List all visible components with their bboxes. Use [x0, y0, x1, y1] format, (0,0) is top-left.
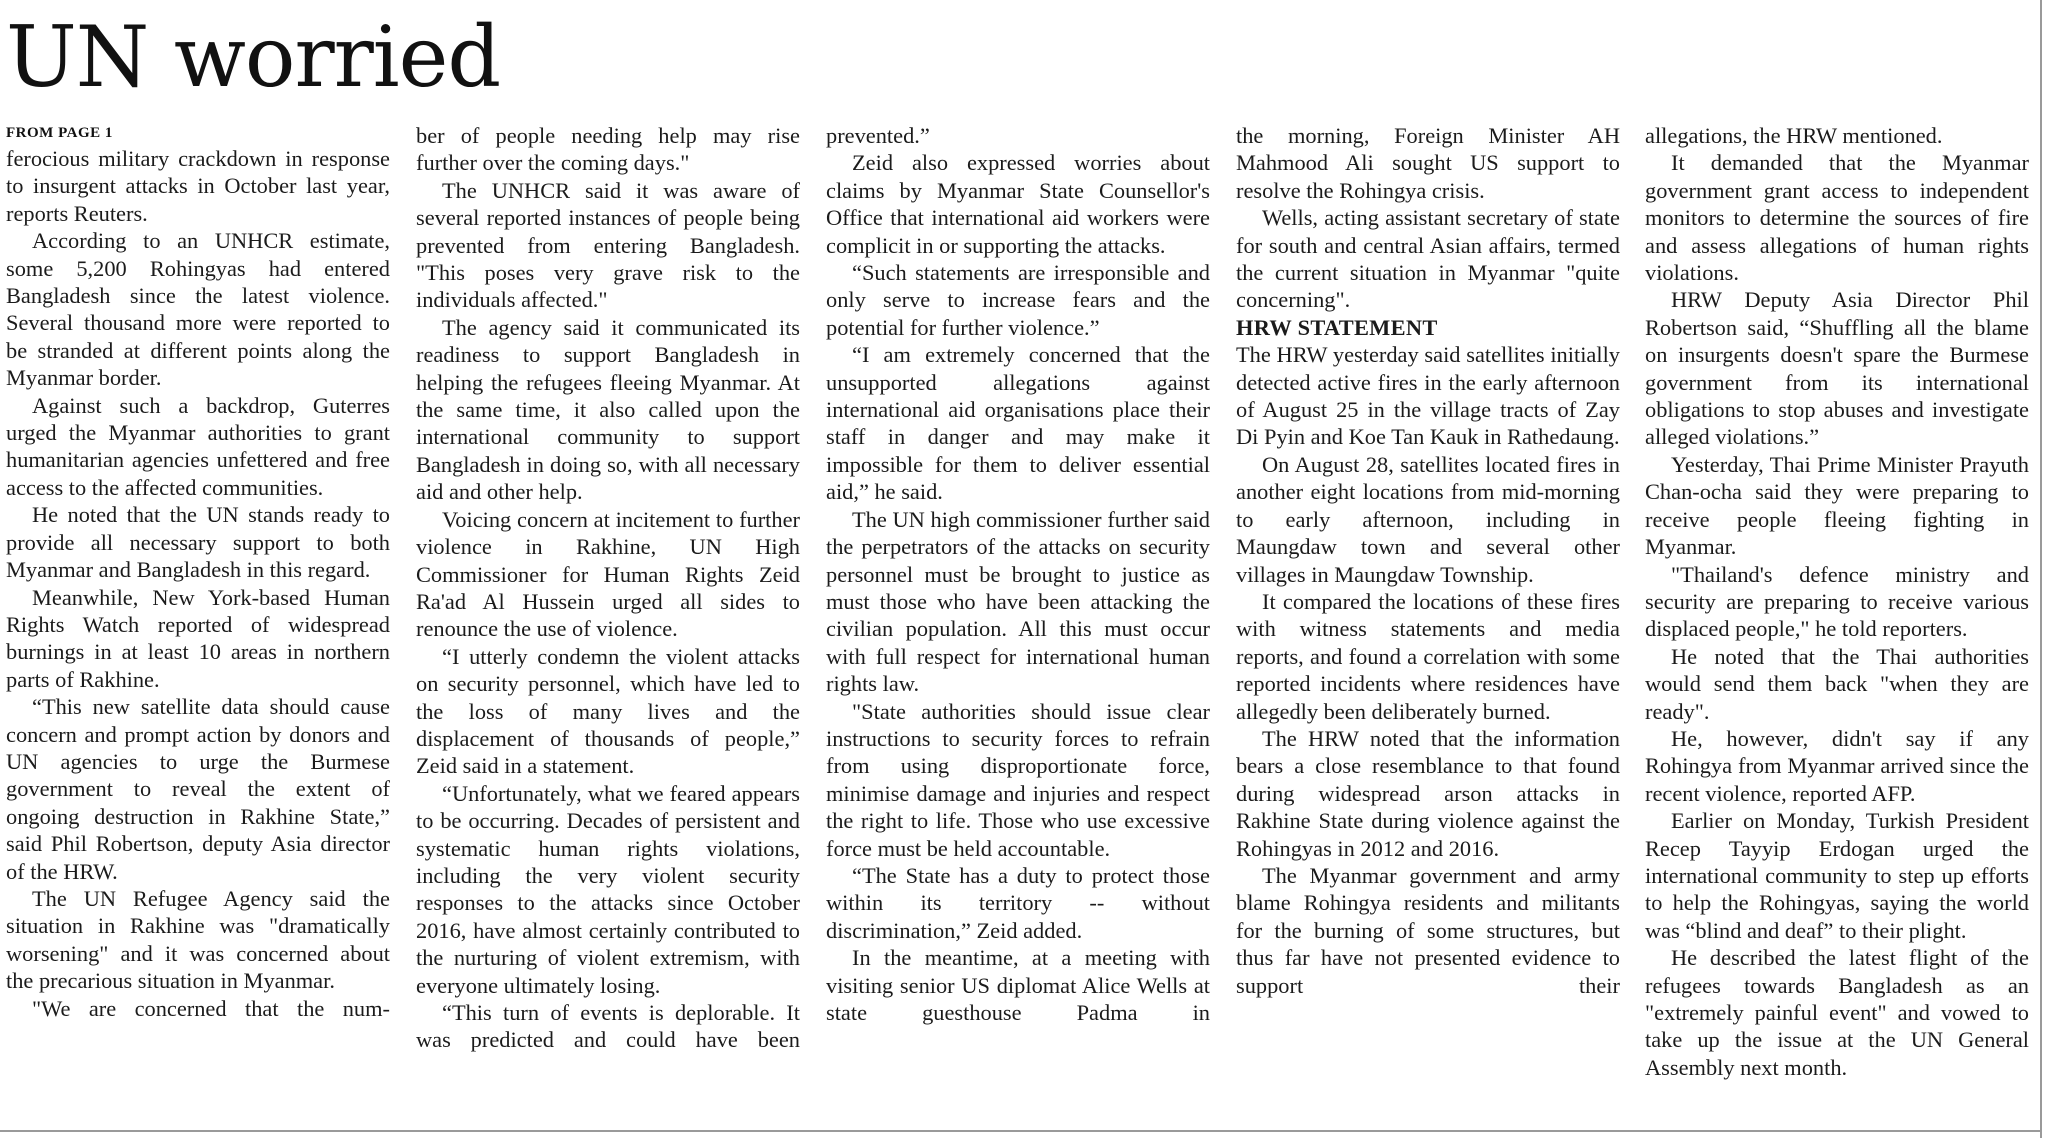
paragraph: On August 28, satellites located fires in another eight locations from mid-morning to early afternoon, including in Maungdaw town and several other villages in Maungdaw Township.: [1236, 451, 1620, 587]
right-border-rule: [2040, 0, 2042, 1138]
paragraph: The UN high commissioner further said the perpetrators of the attacks on security personnel must be brought to justice as must those who have been attacking the civilian population. All this must occur with full respect for international human rights law.: [826, 506, 1210, 697]
paragraph: It compared the locations of these fires with witness statements and media reports, and found a correlation with some reported incidents where residences have allegedly been deliberately burned.: [1236, 588, 1620, 724]
paragraph: prevented.”: [826, 123, 930, 148]
headline: UN worried: [6, 8, 501, 106]
article-column-5: [1645, 122, 2029, 1112]
article-column-1: [6, 145, 390, 1111]
paragraph: Meanwhile, New York-based Human Rights Watch reported of widespread burnings in at least 10 areas in northern parts of Rakhine.: [6, 584, 390, 692]
paragraph: Earlier on Monday, Turkish President Recep Tayyip Erdogan urged the international community to step up efforts to help the Rohingyas, saying the world was “blind and deaf” to their plight.: [1645, 808, 2029, 943]
paragraph: He described the latest flight of the refugees towards Bangladesh as an "extremely painful event" and vowed to take up the issue at the UN General Assembly next month.: [1645, 945, 2029, 1080]
paragraph: "State authorities should issue clear instructions to security forces to refrain from using disproportionate force, minimise damage and injuries and respect the right to life. Those who use excessive force must be held accountable.: [826, 698, 1210, 861]
article-column-4: [1236, 122, 1620, 1112]
paragraph: “I am extremely concerned that the unsupported allegations against international aid organisations place their staff in danger and may make it impossible for them to deliver essential aid,” he said.: [826, 342, 1210, 505]
paragraph: the morning, Foreign Minister AH Mahmood Ali sought US support to resolve the Rohingya crisis.: [1236, 123, 1620, 203]
paragraph: Yesterday, Thai Prime Minister Prayuth Chan-ocha said they were preparing to receive people fleeing fighting in Myanmar.: [1645, 451, 2029, 560]
bottom-border-rule: [0, 1130, 2042, 1132]
subhead-hrw-statement: HRW STATEMENT: [1236, 314, 1438, 340]
paragraph: “The State has a duty to protect those within its territory -- without discrimination,” Zeid added.: [826, 862, 1210, 943]
paragraph: "We are concerned that the num-: [32, 995, 390, 1021]
paragraph: Against such a backdrop, Guterres urged the Myanmar authorities to grant humanitarian agencies unfettered and free access to the affected communities.: [6, 392, 390, 500]
paragraph: allegations, the HRW mentioned.: [1645, 123, 1943, 148]
kicker-from-page-1: FROM PAGE 1: [6, 125, 113, 141]
article-column-2: [416, 122, 800, 1112]
paragraph: “I utterly condemn the violent attacks on security personnel, which have led to the loss of many lives and the displacement of thousands of people,” Zeid said in a statement.: [416, 643, 800, 779]
paragraph: "Thailand's defence ministry and security are preparing to receive various displaced people," he told reporters.: [1645, 561, 2029, 642]
paragraph: “Such statements are irresponsible and only serve to increase fears and the potential for further violence.”: [826, 260, 1210, 340]
paragraph: The UN Refugee Agency said the situation in Rakhine was "dramatically worsening" and it was concerned about the precarious situation in Myanmar.: [6, 885, 390, 994]
paragraph: Wells, acting assistant secretary of state for south and central Asian affairs, termed the current situation in Myanmar "quite concerning".: [1236, 205, 1620, 313]
paragraph: Zeid also expressed worries about claims by Myanmar State Counsellor's Office that international aid workers were complicit in or supporting the attacks.: [826, 150, 1210, 258]
paragraph: ferocious military crackdown in response to insurgent attacks in October last year, reports Reuters.: [6, 146, 390, 226]
paragraph: The Myanmar government and army blame Rohingya residents and militants for the burning of some structures, but thus far have not presented evidence to support their: [1236, 862, 1620, 998]
paragraph: It demanded that the Myanmar government grant access to independent monitors to determine the sources of fire and assess allegations of human rights violations.: [1645, 150, 2029, 286]
paragraph: Voicing concern at incitement to further violence in Rakhine, UN High Commissioner for Human Rights Zeid Ra'ad Al Hussein urged all sides to renounce the use of violence.: [416, 506, 800, 642]
paragraph: He, however, didn't say if any Rohingya from Myanmar arrived since the recent violence, reported AFP.: [1645, 725, 2029, 806]
paragraph: ber of people needing help may rise further over the coming days.": [416, 123, 800, 176]
paragraph: The HRW yesterday said satellites initially detected active fires in the early afternoon of August 25 in the village tracts of Zay Di Pyin and Koe Tan Kauk in Rathedaung.: [1236, 342, 1620, 450]
paragraph: According to an UNHCR estimate, some 5,200 Rohingyas had entered Bangladesh since the latest violence. Several thousand more were reported to be stranded at different points along the Myanmar border.: [6, 228, 390, 391]
paragraph: The agency said it communicated its readiness to support Bangladesh in helping the refugees fleeing Myanmar. At the same time, it also called upon the international community to support Bangladesh in doing so, with all necessary aid and other help.: [416, 314, 800, 505]
paragraph: “This turn of events is deplorable. It was predicted and could have been: [416, 1000, 800, 1053]
paragraph: In the meantime, at a meeting with visiting senior US diplomat Alice Wells at state guesthouse Padma in: [826, 945, 1210, 1025]
paragraph: “Unfortunately, what we feared appears to be occurring. Decades of persistent and systematic human rights violations, including the very violent security responses to the attacks since October 2016, have almost certainly contributed to the nurturing of violent extremism, with everyone ultimately losing.: [416, 780, 800, 998]
paragraph: “This new satellite data should cause concern and prompt action by donors and UN agencies to urge the Burmese government to reveal the extent of ongoing destruction in Rakhine State,” said Phil Robertson, deputy Asia director of the HRW.: [6, 694, 390, 884]
paragraph: He noted that the UN stands ready to provide all necessary support to both Myanmar and Bangladesh in this regard.: [6, 502, 390, 583]
paragraph: He noted that the Thai authorities would send them back "when they are ready".: [1645, 643, 2029, 724]
paragraph: HRW Deputy Asia Director Phil Robertson said, “Shuffling all the blame on insurgents doesn't spare the Burmese government from its international obligations to stop abuses and investigate alleged violations.”: [1645, 287, 2029, 450]
paragraph: The HRW noted that the information bears a close resemblance to that found during widespread arson attacks in Rakhine State during violence against the Rohingyas in 2012 and 2016.: [1236, 725, 1620, 861]
paragraph: The UNHCR said it was aware of several reported instances of people being prevented from entering Bangladesh. "This poses very grave risk to the individuals affected.": [416, 177, 800, 313]
article-column-3: [826, 122, 1210, 1112]
